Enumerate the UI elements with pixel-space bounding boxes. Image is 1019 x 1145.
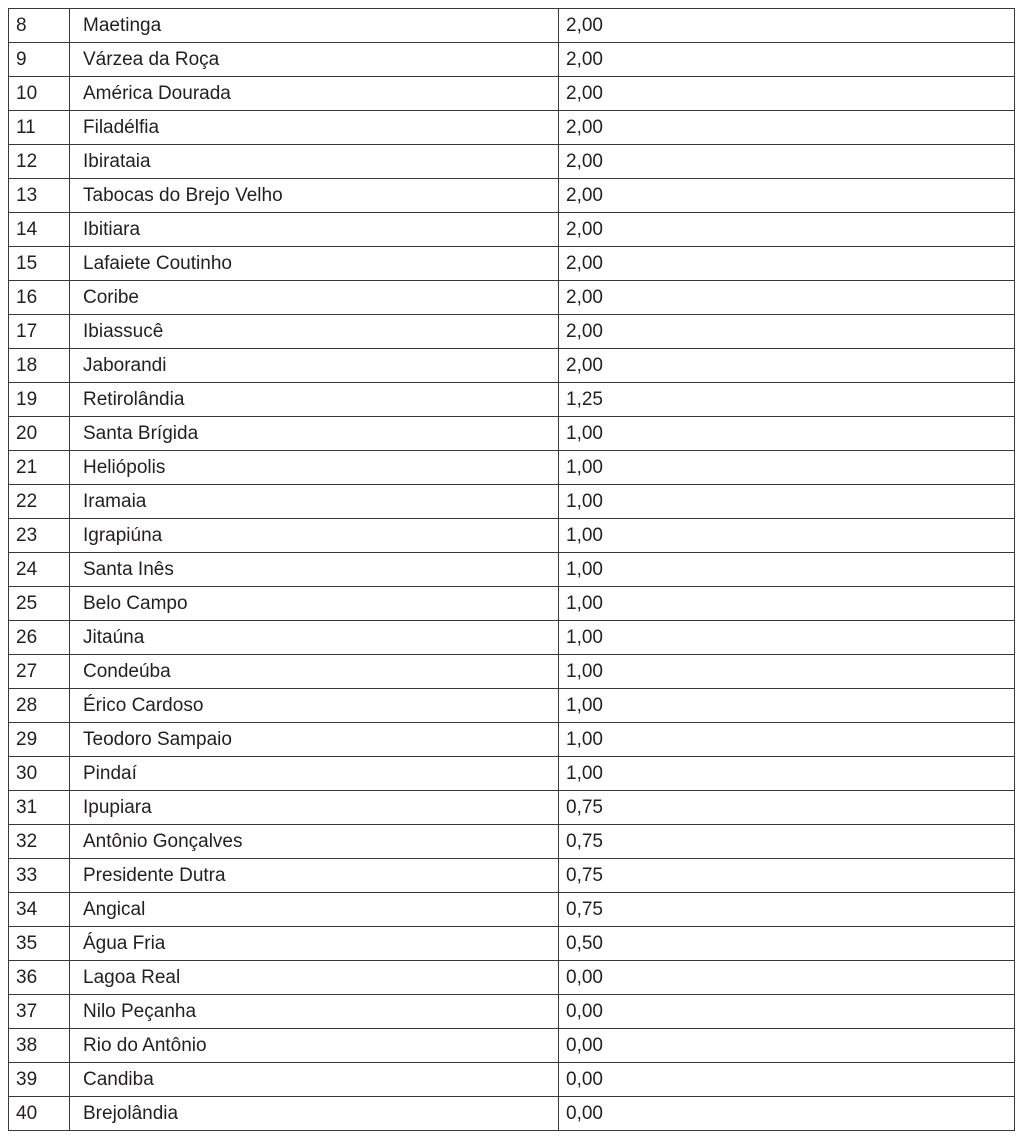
municipality-cell: Ibiassucê xyxy=(70,315,559,349)
table-row xyxy=(9,757,1015,791)
municipality-cell: Pindaí xyxy=(70,757,559,791)
table-row xyxy=(9,485,1015,519)
table-row xyxy=(9,859,1015,893)
municipality-cell: Ibirataia xyxy=(70,145,559,179)
municipality-cell: Jaborandi xyxy=(70,349,559,383)
table-row xyxy=(9,791,1015,825)
municipality-cell: Tabocas do Brejo Velho xyxy=(70,179,559,213)
score-cell: 1,00 xyxy=(559,655,1015,689)
rank-cell: 26 xyxy=(9,621,70,655)
score-cell: 1,00 xyxy=(559,723,1015,757)
rank-cell: 9 xyxy=(9,43,70,77)
rank-cell: 12 xyxy=(9,145,70,179)
table-row xyxy=(9,893,1015,927)
table-row xyxy=(9,349,1015,383)
municipality-cell: Belo Campo xyxy=(70,587,559,621)
score-cell: 1,00 xyxy=(559,519,1015,553)
rank-cell: 33 xyxy=(9,859,70,893)
rank-cell: 17 xyxy=(9,315,70,349)
municipality-cell: Maetinga xyxy=(70,9,559,43)
score-cell: 2,00 xyxy=(559,247,1015,281)
rank-cell: 29 xyxy=(9,723,70,757)
municipality-cell: Teodoro Sampaio xyxy=(70,723,559,757)
rank-cell: 8 xyxy=(9,9,70,43)
table-row xyxy=(9,145,1015,179)
rank-cell: 10 xyxy=(9,77,70,111)
municipality-cell: Ipupiara xyxy=(70,791,559,825)
table-row xyxy=(9,723,1015,757)
score-cell: 2,00 xyxy=(559,77,1015,111)
municipality-cell: Lafaiete Coutinho xyxy=(70,247,559,281)
rank-cell: 39 xyxy=(9,1063,70,1097)
table-row xyxy=(9,825,1015,859)
municipality-cell: Coribe xyxy=(70,281,559,315)
municipality-cell: Nilo Peçanha xyxy=(70,995,559,1029)
score-cell: 1,00 xyxy=(559,621,1015,655)
municipality-cell: Retirolândia xyxy=(70,383,559,417)
rank-cell: 25 xyxy=(9,587,70,621)
document-page xyxy=(8,8,1014,1131)
score-cell: 1,00 xyxy=(559,757,1015,791)
rank-cell: 31 xyxy=(9,791,70,825)
score-cell: 0,75 xyxy=(559,859,1015,893)
table-row xyxy=(9,281,1015,315)
rank-cell: 34 xyxy=(9,893,70,927)
score-cell: 0,50 xyxy=(559,927,1015,961)
score-cell: 2,00 xyxy=(559,179,1015,213)
municipality-cell: Condeúba xyxy=(70,655,559,689)
score-cell: 0,00 xyxy=(559,1097,1015,1131)
rank-cell: 38 xyxy=(9,1029,70,1063)
table-row xyxy=(9,111,1015,145)
table-row xyxy=(9,315,1015,349)
rank-cell: 37 xyxy=(9,995,70,1029)
municipality-cell: Brejolândia xyxy=(70,1097,559,1131)
score-cell: 1,00 xyxy=(559,553,1015,587)
rank-cell: 23 xyxy=(9,519,70,553)
rank-cell: 27 xyxy=(9,655,70,689)
table-row xyxy=(9,383,1015,417)
municipality-cell: Água Fria xyxy=(70,927,559,961)
table-row xyxy=(9,179,1015,213)
rank-cell: 14 xyxy=(9,213,70,247)
table-row xyxy=(9,689,1015,723)
municipality-cell: Iramaia xyxy=(70,485,559,519)
rank-cell: 30 xyxy=(9,757,70,791)
table-row xyxy=(9,417,1015,451)
table-row xyxy=(9,9,1015,43)
municipality-cell: Santa Brígida xyxy=(70,417,559,451)
municipality-cell: Filadélfia xyxy=(70,111,559,145)
table-row xyxy=(9,655,1015,689)
score-cell: 2,00 xyxy=(559,9,1015,43)
table-row xyxy=(9,1063,1015,1097)
table-row xyxy=(9,247,1015,281)
rank-cell: 19 xyxy=(9,383,70,417)
table-row xyxy=(9,995,1015,1029)
score-cell: 1,00 xyxy=(559,587,1015,621)
score-cell: 0,00 xyxy=(559,1063,1015,1097)
table-row xyxy=(9,621,1015,655)
table-row xyxy=(9,927,1015,961)
municipality-cell: Rio do Antônio xyxy=(70,1029,559,1063)
municipality-cell: Jitaúna xyxy=(70,621,559,655)
rank-cell: 36 xyxy=(9,961,70,995)
rank-cell: 21 xyxy=(9,451,70,485)
score-cell: 1,00 xyxy=(559,485,1015,519)
table-row xyxy=(9,43,1015,77)
municipality-cell: Igrapiúna xyxy=(70,519,559,553)
rank-cell: 18 xyxy=(9,349,70,383)
rank-cell: 40 xyxy=(9,1097,70,1131)
table-row xyxy=(9,213,1015,247)
municipality-cell: Érico Cardoso xyxy=(70,689,559,723)
score-cell: 0,75 xyxy=(559,893,1015,927)
rank-cell: 13 xyxy=(9,179,70,213)
rank-cell: 16 xyxy=(9,281,70,315)
rank-cell: 32 xyxy=(9,825,70,859)
municipality-cell: Lagoa Real xyxy=(70,961,559,995)
score-cell: 2,00 xyxy=(559,213,1015,247)
municipality-cell: Candiba xyxy=(70,1063,559,1097)
municipality-score-table xyxy=(8,8,1015,1131)
score-cell: 1,00 xyxy=(559,451,1015,485)
rank-cell: 15 xyxy=(9,247,70,281)
municipality-cell: Presidente Dutra xyxy=(70,859,559,893)
score-cell: 0,00 xyxy=(559,961,1015,995)
table-row xyxy=(9,553,1015,587)
score-cell: 1,00 xyxy=(559,417,1015,451)
table-row xyxy=(9,451,1015,485)
rank-cell: 11 xyxy=(9,111,70,145)
rank-cell: 20 xyxy=(9,417,70,451)
municipality-cell: América Dourada xyxy=(70,77,559,111)
score-cell: 2,00 xyxy=(559,315,1015,349)
score-cell: 2,00 xyxy=(559,349,1015,383)
score-cell: 2,00 xyxy=(559,145,1015,179)
municipality-cell: Angical xyxy=(70,893,559,927)
score-cell: 2,00 xyxy=(559,43,1015,77)
rank-cell: 22 xyxy=(9,485,70,519)
rank-cell: 28 xyxy=(9,689,70,723)
score-cell: 0,00 xyxy=(559,995,1015,1029)
table-row xyxy=(9,519,1015,553)
score-cell: 2,00 xyxy=(559,281,1015,315)
municipality-cell: Antônio Gonçalves xyxy=(70,825,559,859)
municipality-cell: Ibitiara xyxy=(70,213,559,247)
score-cell: 2,00 xyxy=(559,111,1015,145)
municipality-cell: Santa Inês xyxy=(70,553,559,587)
table-row xyxy=(9,587,1015,621)
score-cell: 0,75 xyxy=(559,791,1015,825)
table-row xyxy=(9,1029,1015,1063)
score-cell: 0,00 xyxy=(559,1029,1015,1063)
municipality-cell: Várzea da Roça xyxy=(70,43,559,77)
rank-cell: 35 xyxy=(9,927,70,961)
rank-cell: 24 xyxy=(9,553,70,587)
score-cell: 0,75 xyxy=(559,825,1015,859)
municipality-cell: Heliópolis xyxy=(70,451,559,485)
table-row xyxy=(9,961,1015,995)
score-cell: 1,25 xyxy=(559,383,1015,417)
table-body xyxy=(9,9,1015,1131)
table-row xyxy=(9,1097,1015,1131)
table-row xyxy=(9,77,1015,111)
score-cell: 1,00 xyxy=(559,689,1015,723)
